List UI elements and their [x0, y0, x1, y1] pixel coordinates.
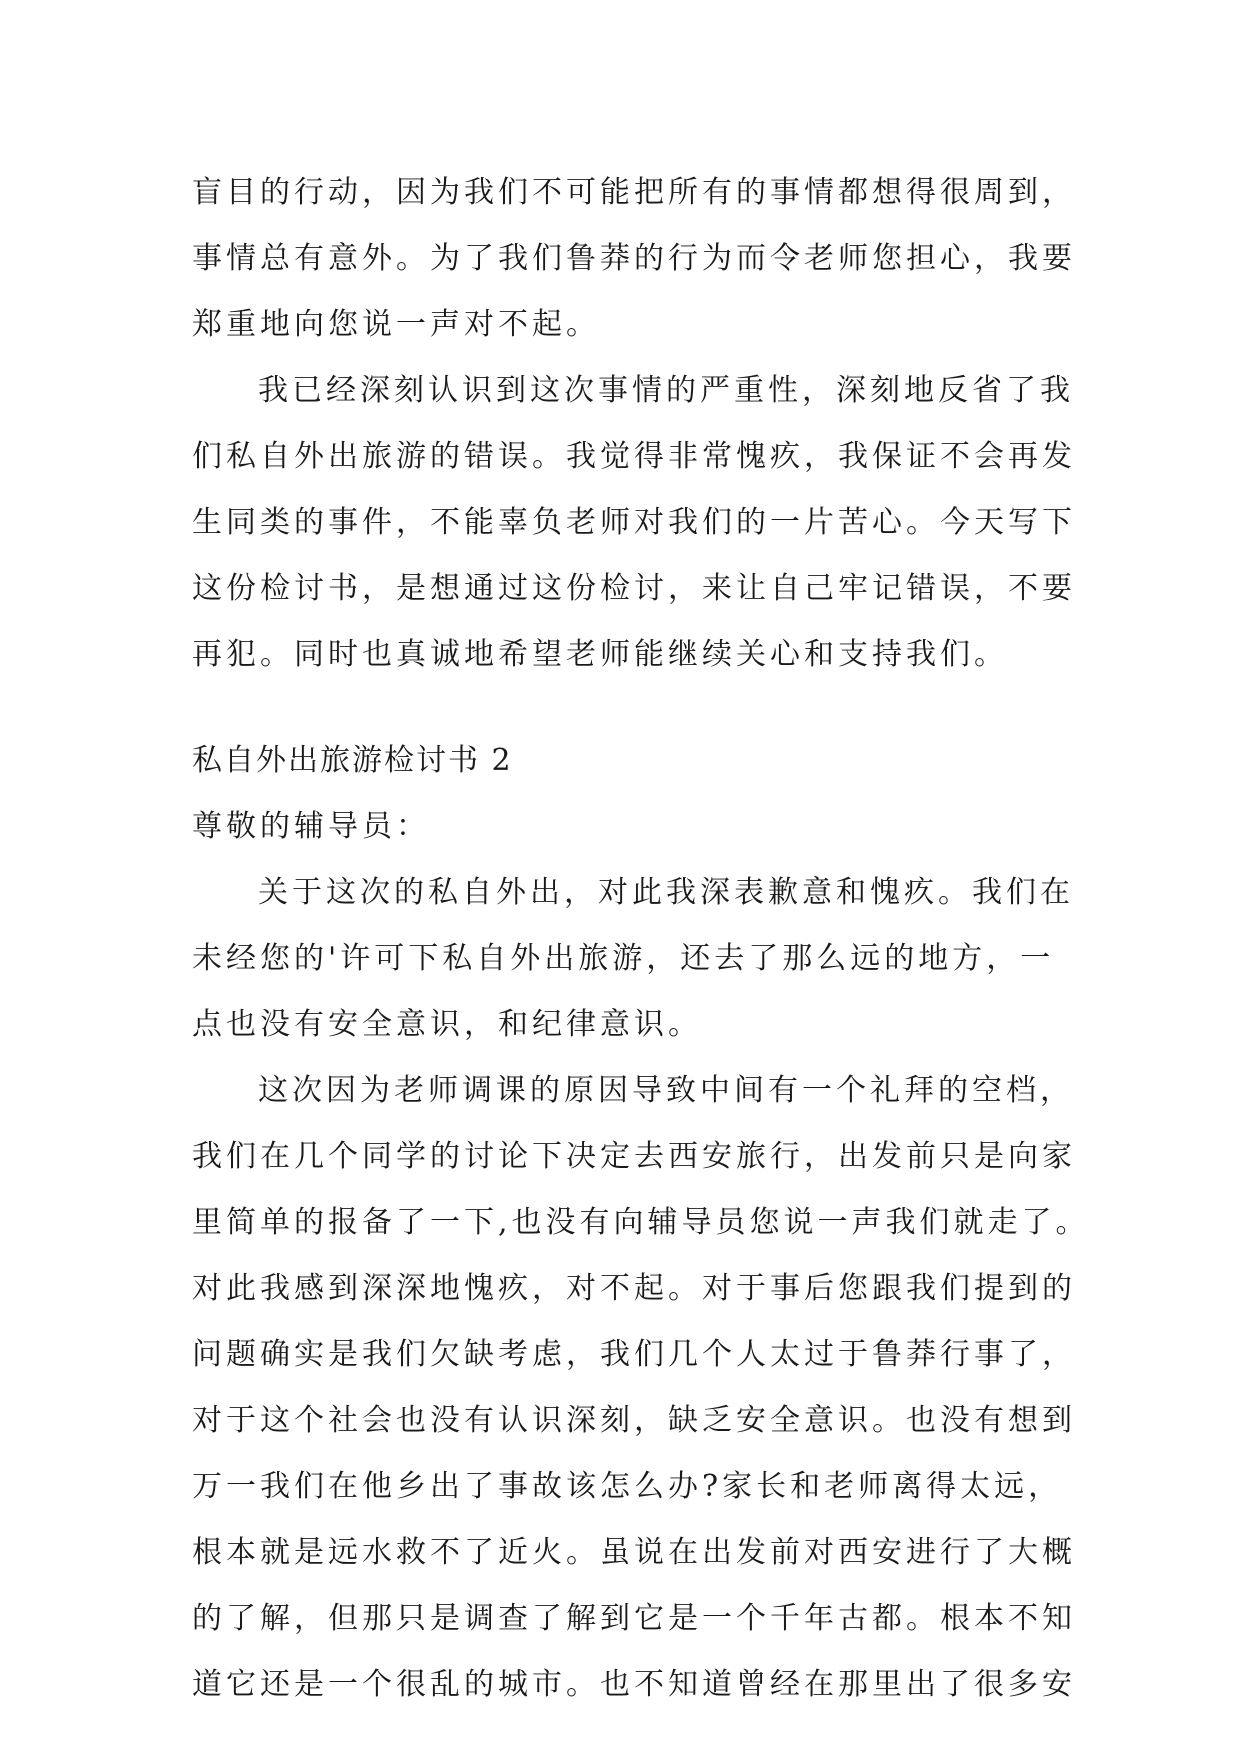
text-line: 们私自外出旅游的错误。我觉得非常愧疚，我保证不会再发	[192, 439, 1076, 474]
text-line: 这份检讨书，是想通过这份检讨，来让自己牢记错误，不要	[192, 571, 1076, 606]
text-line: 事情总有意外。为了我们鲁莽的行为而令老师您担心，我要	[192, 241, 1076, 276]
text-line: 道它还是一个很乱的城市。也不知道曾经在那里出了很多安	[192, 1667, 1076, 1702]
text-line: 万一我们在他乡出了事故该怎么办?家长和老师离得太远，	[192, 1469, 1063, 1504]
text-line: 再犯。同时也真诚地希望老师能继续关心和支持我们。	[192, 637, 1008, 672]
salutation: 尊敬的辅导员：	[192, 809, 430, 844]
text-line: 问题确实是我们欠缺考虑，我们几个人太过于鲁莽行事了，	[192, 1337, 1076, 1372]
section-title: 私自外出旅游检讨书 2	[192, 743, 513, 778]
text-line: 郑重地向您说一声对不起。	[192, 307, 600, 342]
text-line: 根本就是远水救不了近火。虽说在出发前对西安进行了大概	[192, 1535, 1076, 1570]
text-line: 对于这个社会也没有认识深刻，缺乏安全意识。也没有想到	[192, 1403, 1076, 1438]
paragraph-2	[192, 358, 1076, 688]
text-line: 生同类的事件，不能辜负老师对我们的一片苦心。今天写下	[192, 505, 1076, 540]
paragraph-3	[192, 860, 1072, 1058]
section-gap	[192, 688, 1072, 728]
text-line: 里简单的报备了一下,也没有向辅导员您说一声我们就走了。	[192, 1205, 1090, 1240]
text-line: 我已经深刻认识到这次事情的严重性，深刻地反省了我	[258, 373, 1074, 408]
text-line: 点也没有安全意识，和纪律意识。	[192, 1007, 702, 1042]
document-body	[192, 160, 1090, 1718]
text-line: 我们在几个同学的讨论下决定去西安旅行，出发前只是向家	[192, 1139, 1076, 1174]
text-line: 关于这次的私自外出，对此我深表歉意和愧疚。我们在	[258, 875, 1074, 910]
text-line: 对此我感到深深地愧疚，对不起。对于事后您跟我们提到的	[192, 1271, 1076, 1306]
text-line: 盲目的行动，因为我们不可能把所有的事情都想得很周到，	[192, 175, 1076, 210]
text-line: 这次因为老师调课的原因导致中间有一个礼拜的空档，	[258, 1073, 1074, 1108]
paragraph-4	[192, 1058, 1090, 1718]
text-line: 未经您的'许可下私自外出旅游，还去了那么远的地方，一	[192, 941, 1055, 976]
text-line: 的了解，但那只是调查了解到它是一个千年古都。根本不知	[192, 1601, 1076, 1636]
paragraph-1	[192, 160, 1076, 358]
